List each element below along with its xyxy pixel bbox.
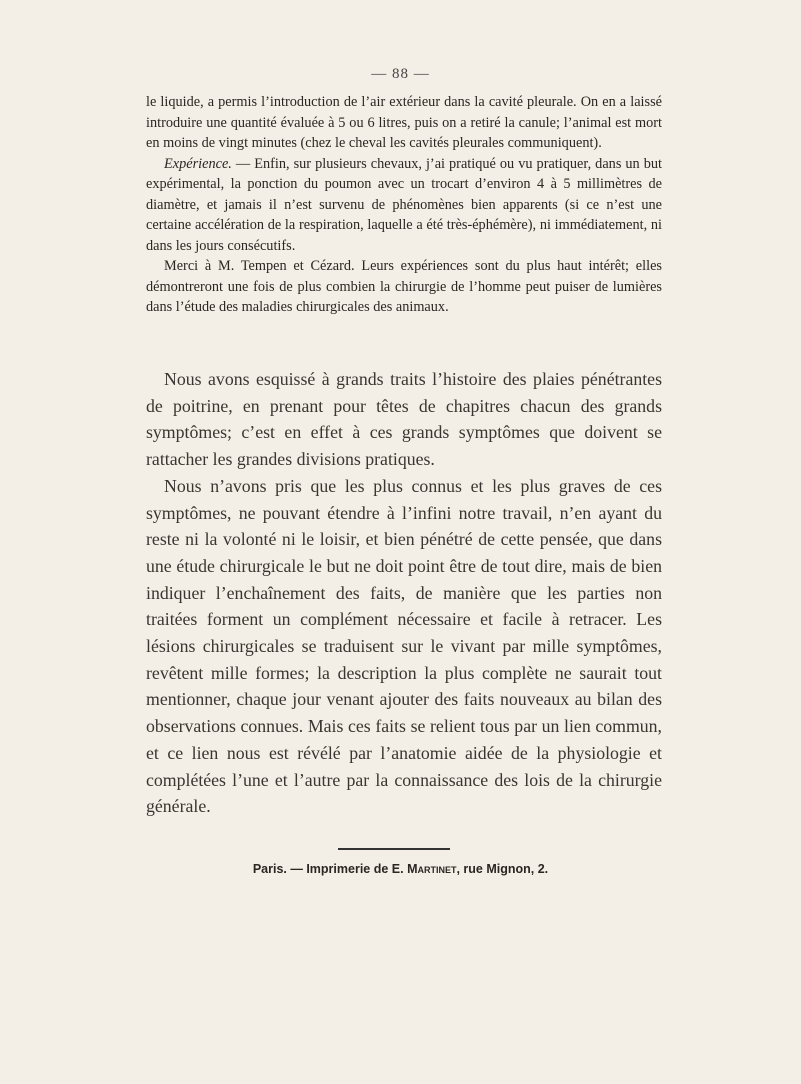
imprint-suffix: , rue Mignon, 2.	[456, 862, 549, 876]
paragraph-small-1: le liquide, a permis l’introduction de l’air extérieur dans la cavité pleurale. On en a laissé introduire une quantité évaluée à 5 ou 6 litres, puis on a retiré la canule; l’animal est mort en moins de vingt minutes (chez le cheval les cavités pleurales communiquent).	[146, 94, 662, 151]
experience-label: Expérience.	[164, 155, 232, 172]
paragraph-small-2	[146, 154, 662, 257]
imprint-prefix: Paris. — Imprimerie de E.	[252, 862, 408, 876]
page-number: — 88 —	[371, 66, 430, 82]
paragraph-large-2: Nous n’avons pris que les plus connus et les plus graves de ces symptômes, ne pouvant étendre à l’infini notre travail, n’en ayant du reste ni la volonté ni le loisir, et bien pénétré de cette pensée, que dans une étude chirurgicale le but ne doit point être de tout dire, mais de bien indiquer l’enchaînement des faits, de manière que les parties non traitées forment un complément nécessaire et facile à retracer. Les lésions chirurgicales se traduisent sur le vivant par mille symptômes, revêtent mille formes; la description la plus complète ne saurait tout mentionner, chaque jour venant ajouter des faits nouveaux au bilan des observations connues. Mais ces faits se relient tous par un lien commun, et ce lien nous est révélé par l’anatomie aidée de la physiologie et complétées l’une et l’autre par la connaissance des lois de la chirurgie générale.	[146, 475, 662, 817]
imprint-printer: Martinet	[407, 862, 457, 876]
main-text-section	[146, 366, 662, 820]
paragraph-small-3: Merci à M. Tempen et Cézard. Leurs expériences sont du plus haut intérêt; elles démontreront une fois de plus combien la chirurgie de l’homme peut puiser de lumières dans l’étude des maladies chirurgicales des animaux.	[146, 258, 662, 315]
footer-divider	[338, 848, 450, 850]
printer-imprint	[0, 862, 801, 876]
small-print-section	[146, 92, 662, 318]
paragraph-large-1: Nous avons esquissé à grands traits l’histoire des plaies pénétrantes de poitrine, en prenant pour têtes de chapitres chacun des grands symptômes; c’est en effet à ces grands symptômes que doivent se rattacher les grandes divisions pratiques.	[146, 369, 662, 470]
experience-text: — Enfin, sur plusieurs chevaux, j’ai pratiqué ou vu pratiquer, dans un but expérimental, la ponction du poumon avec un trocart d’environ 4 à 5 millimètres de diamètre, et jamais il n’est survenu de phénomènes bien apparents (si ce n’est une certaine accélération de la respiration, laquelle a été très-éphémère), ni immédiatement, ni dans les jours consécutifs.	[146, 155, 662, 254]
